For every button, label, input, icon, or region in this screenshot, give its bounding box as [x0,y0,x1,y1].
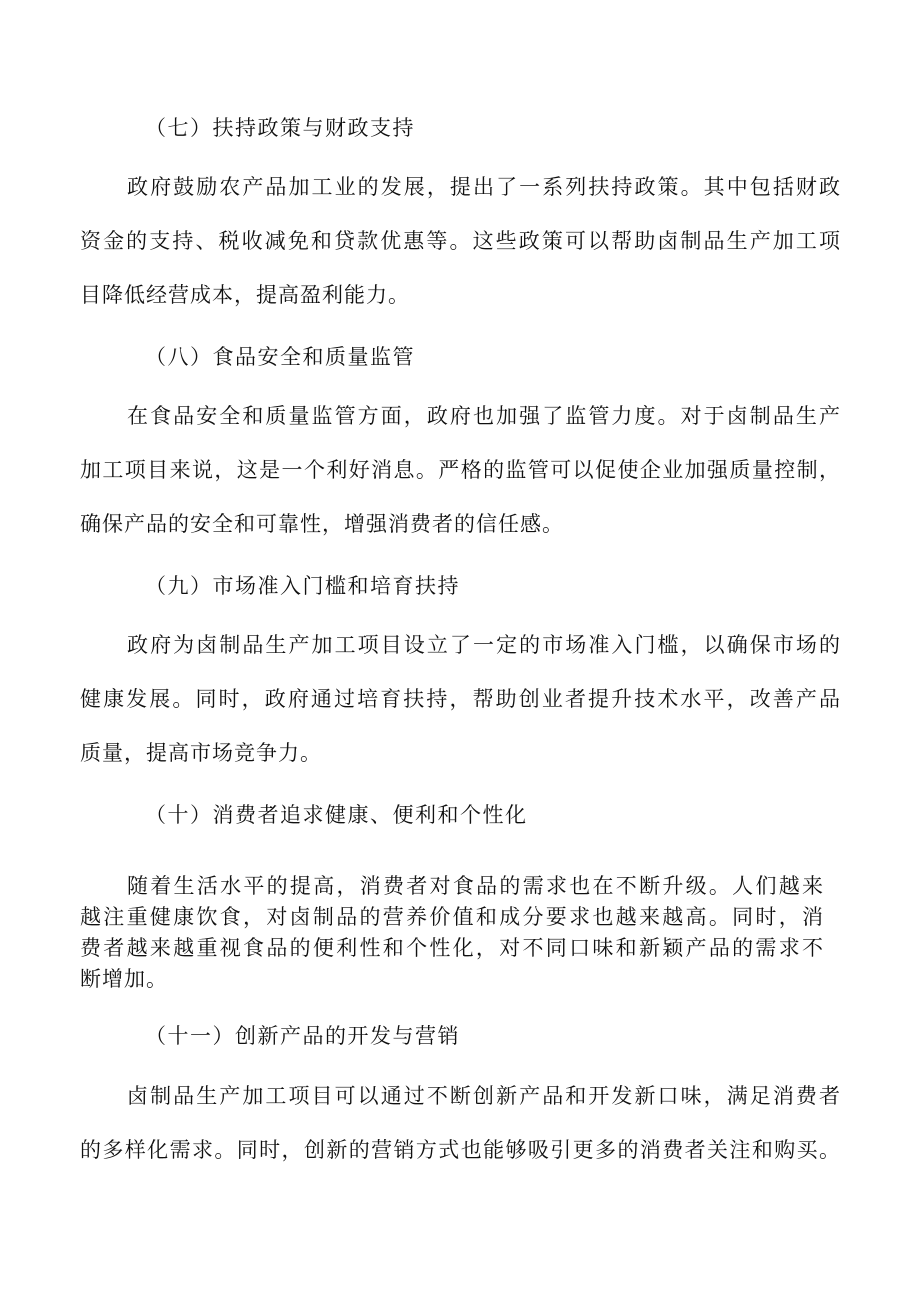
paragraph-line: 费者越来越重视食品的便利性和个性化，对不同口味和新颖产品的需求不 [80,936,823,960]
paragraph-line: 越注重健康饮食，对卤制品的营养价值和成分要求也越来越高。同时，消 [80,905,823,929]
paragraph-line: 政府为卤制品生产加工项目设立了一定的市场准入门槛，以确保市场的 [127,633,840,657]
paragraph-line: 加工项目来说，这是一个利好消息。严格的监管可以促使企业加强质量控制， [80,458,840,482]
paragraph-line: 目降低经营成本，提高盈利能力。 [80,283,410,307]
section-heading-11: （十一）创新产品的开发与营销 [145,1024,460,1048]
paragraph-line: 在食品安全和质量监管方面，政府也加强了监管力度。对于卤制品生产 [127,404,840,428]
paragraph-line: 的多样化需求。同时，创新的营销方式也能够吸引更多的消费者关注和购买。 [80,1138,840,1162]
paragraph-line: 断增加。 [80,967,168,991]
section-heading-10: （十）消费者追求健康、便利和个性化 [145,803,528,827]
section-heading-7: （七）扶持政策与财政支持 [145,116,415,140]
paragraph-line: 质量，提高市场竞争力。 [80,741,322,765]
section-heading-8: （八）食品安全和质量监管 [145,345,415,369]
section-heading-9: （九）市场准入门槛和培育扶持 [145,574,460,598]
paragraph-line: 卤制品生产加工项目可以通过不断创新产品和开发新口味，满足消费者 [127,1084,840,1108]
paragraph-line: 随着生活水平的提高，消费者对食品的需求也在不断升级。人们越来 [127,874,823,898]
paragraph-line: 资金的支持、税收减免和贷款优惠等。这些政策可以帮助卤制品生产加工项 [80,229,840,253]
paragraph-line: 健康发展。同时，政府通过培育扶持，帮助创业者提升技术水平，改善产品 [80,687,840,711]
paragraph-line: 政府鼓励农产品加工业的发展，提出了一系列扶持政策。其中包括财政 [127,175,840,199]
paragraph-line: 确保产品的安全和可靠性，增强消费者的信任感。 [80,512,564,536]
